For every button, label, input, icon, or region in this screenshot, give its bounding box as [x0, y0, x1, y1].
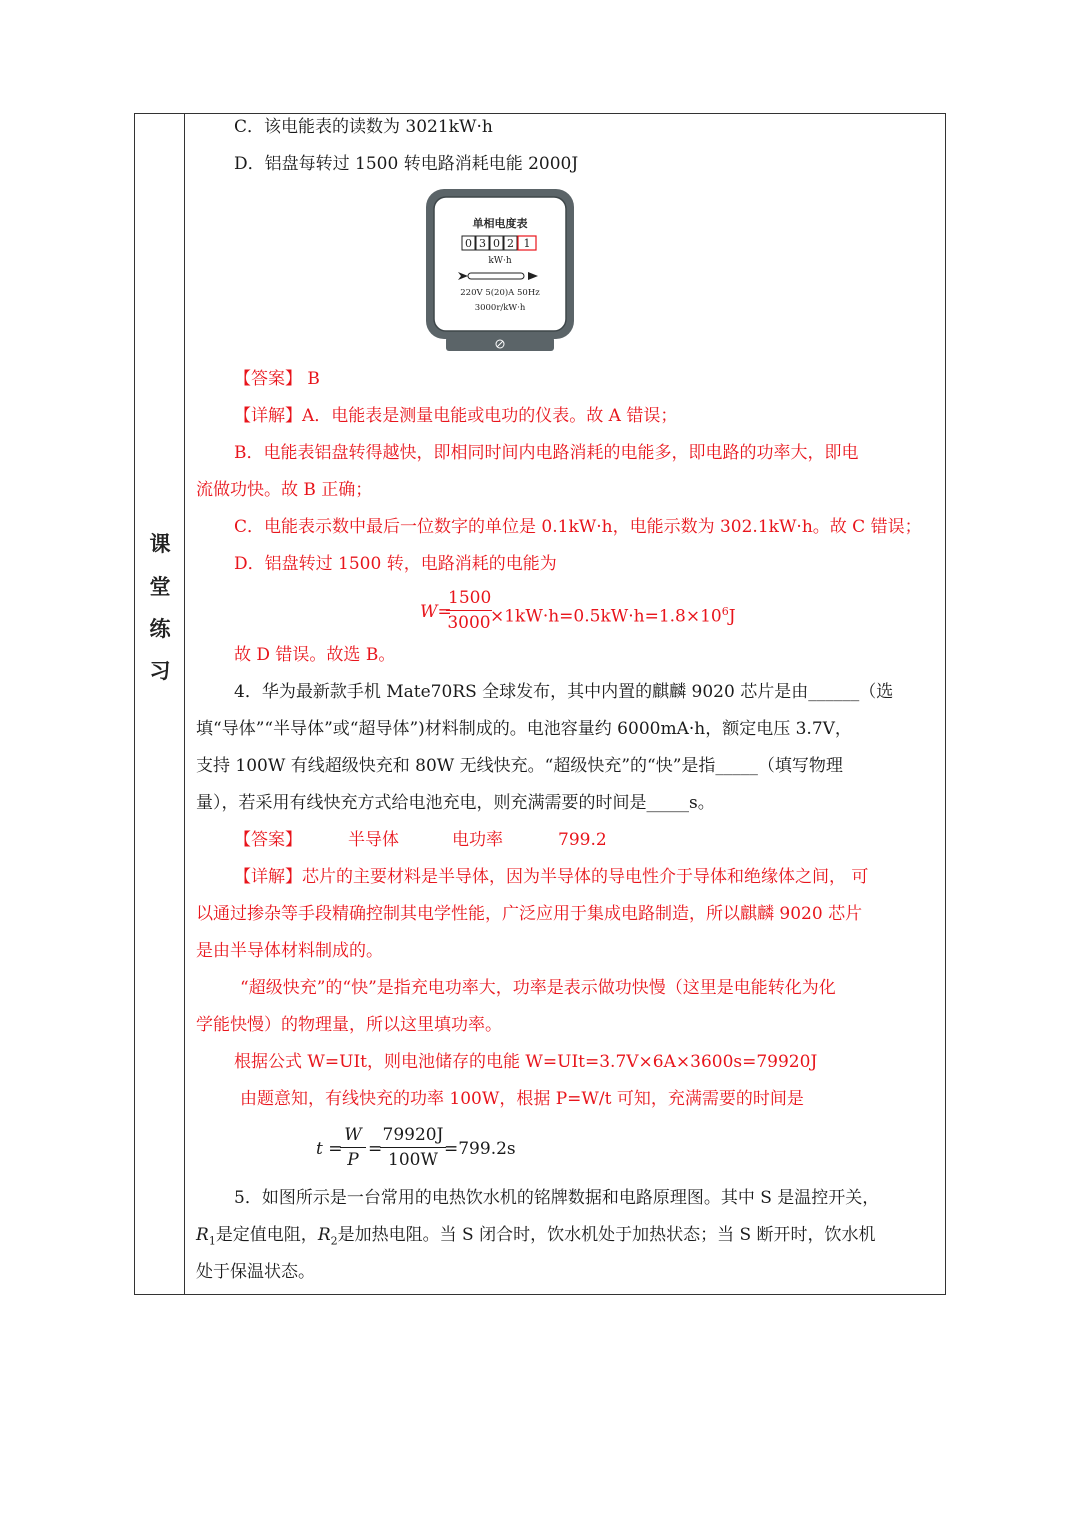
q5-stem-line3: 处于保温状态。: [196, 1262, 315, 1282]
q4-stem-line2: 填“导体”“半导体”或“超导体”)材料制成的。电池容量约 6000mA·h，额定电压 3.7V，: [196, 719, 852, 739]
side-label-char-1: 课: [149, 532, 171, 556]
q4-eq-f1-numerator: W: [340, 1125, 366, 1148]
meter-title: 单相电度表: [472, 217, 528, 230]
q4-detail-line4: “超级快充”的“快”是指充电功率大，功率是表示做功快慢（这里是电能转化为化: [240, 978, 836, 998]
option-d: D．铝盘每转过 1500 转电路消耗电能 2000J: [234, 154, 579, 174]
q3-eq-numerator: 1500: [446, 588, 492, 611]
meter-digit-4: 2: [507, 237, 514, 250]
q5-r2-subscript: 2: [330, 1234, 338, 1248]
q4-stem-line4: 量），若采用有线快充方式给电池充电，则充满需要的时间是_____s。: [196, 793, 715, 813]
side-label-char-4: 习: [149, 659, 171, 683]
q3-eq-denominator: 3000: [447, 613, 491, 633]
q4-eq-result: =799.2s: [444, 1139, 516, 1159]
q3-detail-d: D．铝盘转过 1500 转，电路消耗的电能为: [234, 554, 557, 574]
q5-line2-text-b: 是加热电阻。当 S 闭合时，饮水机处于加热状态；当 S 断开时，饮水机: [337, 1225, 876, 1245]
electricity-meter-figure: [424, 187, 576, 353]
q5-r2-symbol: R: [317, 1225, 331, 1245]
q4-answer-2: 电功率: [452, 830, 503, 850]
q5-stem-line2: [196, 1224, 876, 1252]
q3-conclusion: 故 D 错误。故选 B。: [234, 645, 396, 665]
q3-detail-c: C．电能表示数中最后一位数字的单位是 0.1kW·h，电能示数为 302.1kW·h。故 C 错误；: [234, 517, 922, 537]
q4-stem-line1: 4．华为最新款手机 Mate70RS 全球发布，其中内置的麒麟 9020 芯片是由______（选: [234, 682, 894, 702]
q4-answer-1: 半导体: [348, 830, 399, 850]
meter-digit-2: 3: [479, 237, 486, 250]
q3-detail-b-line1: B．电能表铝盘转得越快，即相同时间内电路消耗的电能多，即电路的功率大，即电: [234, 443, 859, 463]
q4-eq-fraction-2: [380, 1125, 446, 1170]
meter-spec-2: 3000r/kW·h: [474, 303, 526, 313]
q4-detail-line1: 【详解】芯片的主要材料是半导体，因为半导体的导电性介于导体和绝缘体之间， 可: [234, 867, 869, 887]
q4-answer-tag: 【答案】: [234, 830, 302, 850]
q4-eq-t: t =: [316, 1139, 343, 1159]
q5-r1-subscript: 1: [208, 1234, 216, 1248]
meter-digit-5: 1: [523, 237, 531, 250]
q4-eq-f2-denominator: 100W: [388, 1150, 438, 1170]
q3-detail-b-line2: 流做功快。故 B 正确；: [196, 480, 373, 500]
q4-detail-line6: 根据公式 W=UIt，则电池储存的电能 W=UIt=3.7V×6A×3600s=79920J: [234, 1052, 818, 1072]
q5-stem-line1: 5．如图所示是一台常用的电热饮水机的铭牌数据和电路原理图。其中 S 是温控开关，: [234, 1188, 880, 1208]
q4-eq-fraction-1: [340, 1125, 366, 1170]
q3-detail-a: 【详解】A．电能表是测量电能或电功的仪表。故 A 错误；: [234, 406, 678, 426]
q4-eq-equals: =: [368, 1139, 383, 1159]
q5-r1-symbol: R: [196, 1225, 209, 1245]
meter-unit: kW·h: [488, 256, 512, 266]
meter-digit-1: 0: [465, 237, 472, 250]
q4-eq-f1-denominator: P: [347, 1150, 359, 1170]
q4-detail-line2: 以通过掺杂等手段精确控制其电学性能，广泛应用于集成电路制造，所以麒麟 9020 芯片: [196, 904, 863, 924]
q3-eq-rhs-text: ×1kW·h=0.5kW·h=1.8×10: [490, 606, 722, 627]
q3-eq-unit: J: [728, 606, 736, 627]
q3-eq-lhs: W=: [420, 602, 452, 622]
meter-spec-1: 220V 5(20)A 50Hz: [460, 288, 540, 298]
q4-stem-line3: 支持 100W 有线超级快充和 80W 无线快充。“超级快充”的“快”是指_____（填写物理: [196, 756, 843, 776]
q3-eq-rhs: [490, 601, 736, 628]
q5-line2-text-a: 是定值电阻，: [215, 1225, 318, 1245]
q4-detail-line3: 是由半导体材料制成的。: [196, 941, 383, 961]
side-label-char-2: 堂: [149, 575, 171, 599]
option-c: C．该电能表的读数为 3021kW·h: [234, 117, 493, 137]
q4-detail-line7: 由题意知，有线快充的功率 100W，根据 P=W/t 可知，充满需要的时间是: [240, 1089, 804, 1109]
q4-eq-f2-numerator: 79920J: [380, 1125, 446, 1148]
q3-eq-fraction: [446, 588, 492, 633]
q4-detail-line5: 学能快慢）的物理量，所以这里填功率。: [196, 1015, 502, 1035]
q3-eq-exponent: 6: [721, 605, 729, 618]
q3-answer: 【答案】 B: [234, 369, 320, 389]
q4-answer-3: 799.2: [558, 830, 607, 850]
column-divider: [184, 113, 185, 1295]
meter-digit-3: 0: [493, 237, 500, 250]
side-label-char-3: 练: [149, 617, 171, 641]
